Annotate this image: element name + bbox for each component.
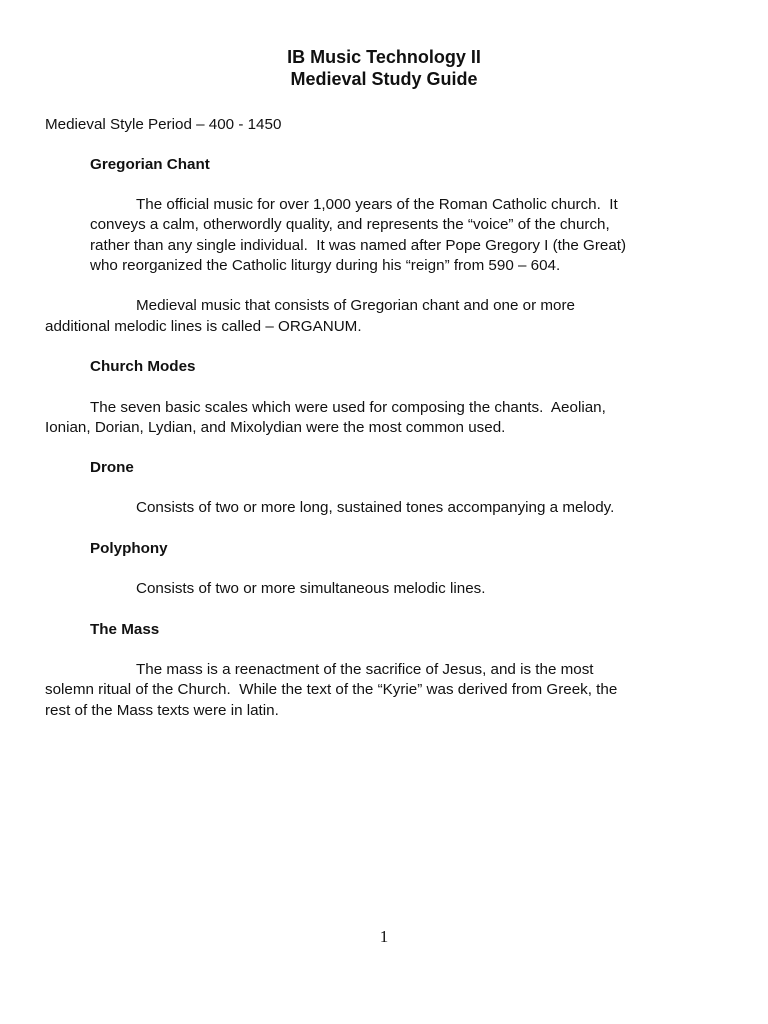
document-title [0,46,768,90]
paragraph-line: Consists of two or more long, sustained tones accompanying a melody. [136,499,615,516]
title-line-2: Medieval Study Guide [290,69,478,89]
paragraph-line: Ionian, Dorian, Lydian, and Mixolydian were the most common used. [45,419,506,436]
paragraph-line: conveys a calm, otherwordly quality, and represents the “voice” of the church, [90,216,610,233]
heading-church-modes: Church Modes [90,358,196,375]
heading-gregorian-chant: Gregorian Chant [90,156,210,173]
paragraph-line: solemn ritual of the Church. While the text of the “Kyrie” was derived from Greek, the [45,681,618,698]
paragraph-line: Consists of two or more simultaneous melodic lines. [136,580,486,597]
heading-the-mass: The Mass [90,621,160,638]
paragraph-line: rest of the Mass texts were in latin. [45,702,279,719]
paragraph-line: rather than any single individual. It was named after Pope Gregory I (the Great) [90,237,627,254]
page-number: 1 [379,927,389,946]
paragraph-line: Medieval music that consists of Gregorian chant and one or more [136,297,575,314]
heading-polyphony: Polyphony [90,540,168,557]
paragraph-line: The mass is a reenactment of the sacrifice of Jesus, and is the most [136,661,594,678]
paragraph-line: The official music for over 1,000 years of the Roman Catholic church. It [136,196,618,213]
paragraph-line: The seven basic scales which were used for composing the chants. Aeolian, [90,399,606,416]
period-text: Medieval Style Period – 400 - 1450 [45,116,282,133]
heading-drone: Drone [90,459,134,476]
paragraph-line: additional melodic lines is called – ORGANUM. [45,318,362,335]
paragraph-line: who reorganized the Catholic liturgy during his “reign” from 590 – 604. [90,257,561,274]
title-line-1: IB Music Technology II [287,47,481,67]
